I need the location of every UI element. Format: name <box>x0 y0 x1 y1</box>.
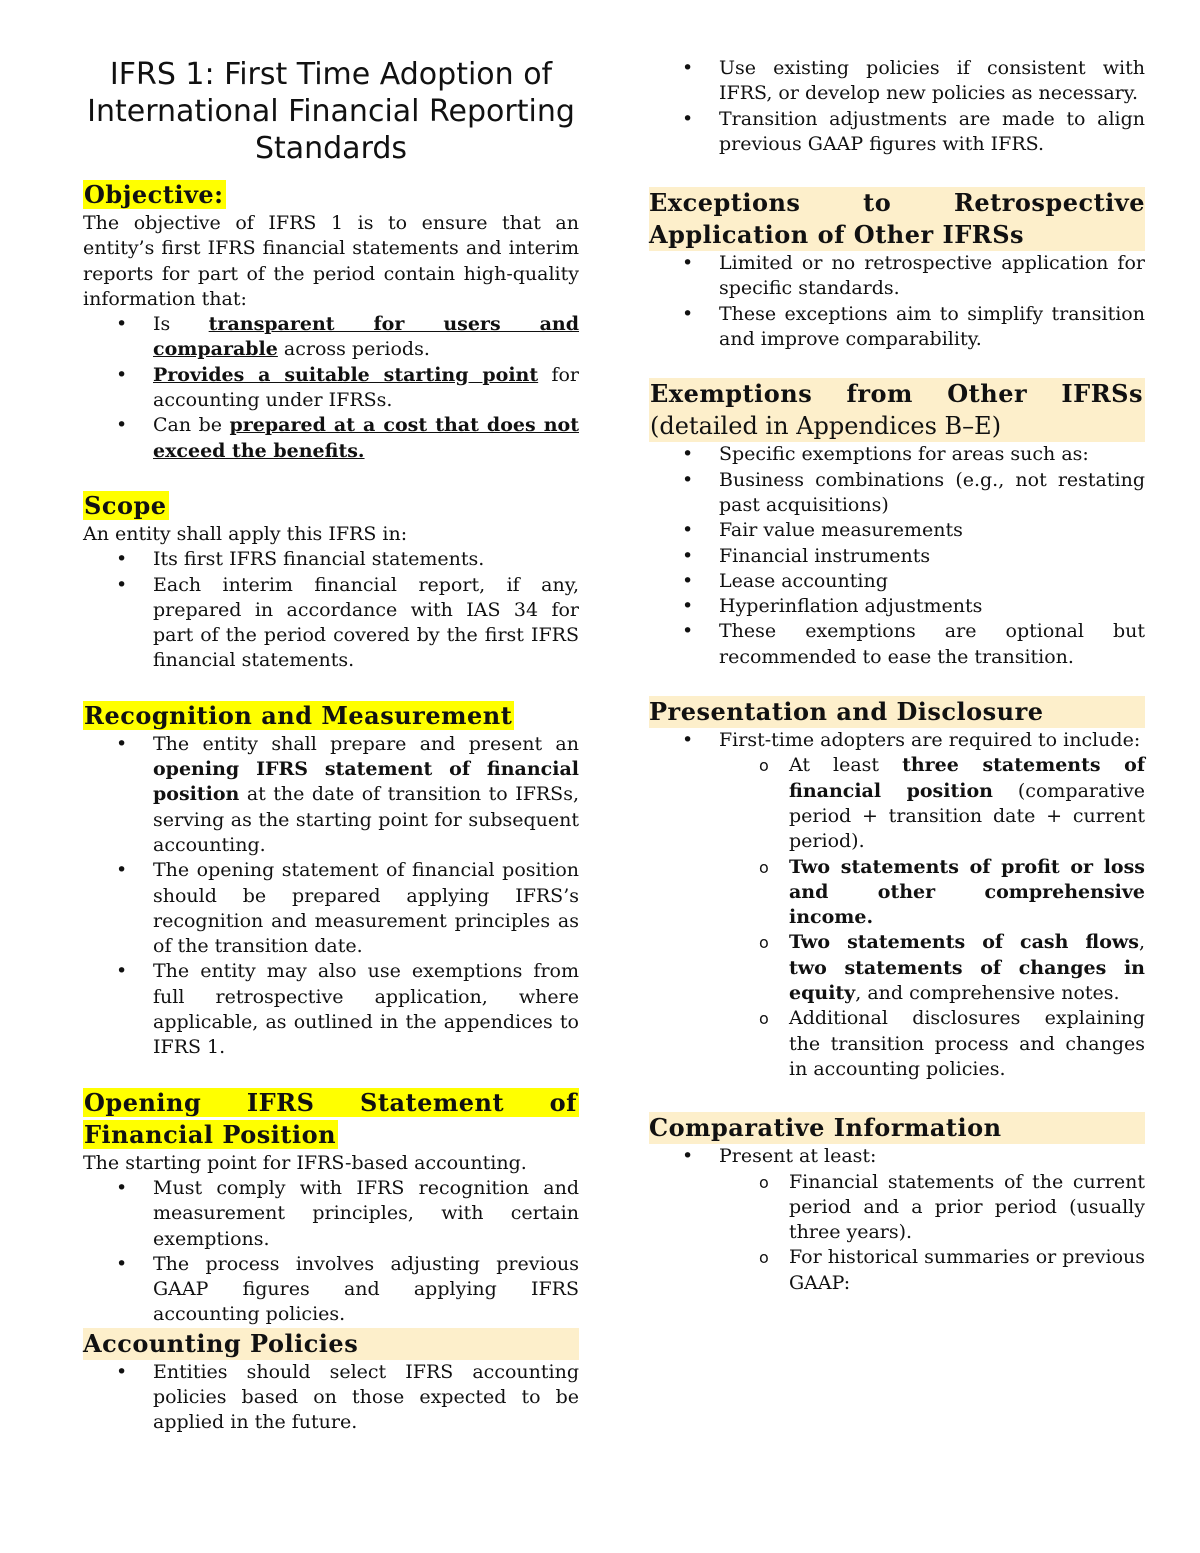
list-item: • Lease accounting <box>649 569 1145 594</box>
list-item: • Can be prepared at a cost that does not exceed the benefits. <box>83 413 579 464</box>
section-presentation <box>649 696 1145 1082</box>
list-item: o Two statements of profit or loss and other comprehensive income. <box>719 855 1145 931</box>
presentation-heading: Presentation and Disclosure <box>649 696 1145 728</box>
list-item: • Each interim financial report, if any, prepared in accordance with IAS 34 for part of the period covered by the first IFRS financial statements. <box>83 573 579 674</box>
exemptions-list <box>649 442 1145 670</box>
section-scope <box>83 490 579 674</box>
scope-intro: An entity shall apply this IFRS in: <box>83 522 408 545</box>
objective-list <box>83 312 579 464</box>
comparative-heading: Comparative Information <box>649 1112 1145 1144</box>
list-item: • Present at least: <box>649 1144 1145 1169</box>
list-item: o Financial statements of the current period and a prior period (usually three years). <box>719 1170 1145 1246</box>
list-item: • Business combinations (e.g., not restating past acquisitions) <box>649 468 1145 519</box>
list-item: • Provides a suitable starting point for accounting under IFRSs. <box>83 363 579 414</box>
left-column <box>83 56 579 1436</box>
opening-list <box>83 1176 579 1328</box>
list-item: o At least three statements of financial position (comparative period + transition date + current period). <box>719 753 1145 854</box>
list-item: • The process involves adjusting previous GAAP figures and applying IFRS accounting policies. <box>83 1252 579 1328</box>
opening-intro: The starting point for IFRS-based accounting. <box>83 1151 527 1174</box>
section-policies <box>83 1328 579 1436</box>
section-comparative <box>649 1112 1145 1296</box>
list-item: o Additional disclosures explaining the transition process and changes in accounting policies. <box>719 1006 1145 1082</box>
policies-list <box>83 1360 579 1436</box>
list-item: • Entities should select IFRS accounting policies based on those expected to be applied in the future. <box>83 1360 579 1436</box>
opening-heading: Opening IFRS Statement of <box>84 1087 577 1117</box>
recognition-heading: Recognition and Measurement <box>84 700 513 730</box>
list-item: • Is transparent for users and comparable across periods. <box>83 312 579 363</box>
exemptions-heading: Exemptions from Other IFRSs <box>650 379 1143 409</box>
scope-heading: Scope <box>84 490 167 520</box>
list-item: • Hyperinflation adjustments <box>649 594 1145 619</box>
list-item: • The entity may also use exemptions from full retrospective application, where applicable, as outlined in the appendices to IFRS 1. <box>83 959 579 1060</box>
objective-intro: The objective of IFRS 1 is to ensure that an entity’s first IFRS financial statements and interim reports for part of the period contain high-quality information that: <box>83 212 579 310</box>
exceptions-list <box>649 251 1145 352</box>
list-item: • Fair value measurements <box>649 518 1145 543</box>
exemptions-subheading: (detailed in Appendices B–E) <box>649 410 1145 442</box>
list-item: • Limited or no retrospective application for specific standards. <box>649 251 1145 302</box>
list-item: • First-time adopters are required to include: <box>649 728 1145 753</box>
list-item: • Specific exemptions for areas such as: <box>649 442 1145 467</box>
list-item: • Use existing policies if consistent with IFRS, or develop new policies as necessary. <box>649 56 1145 107</box>
list-item: • These exceptions aim to simplify transition and improve comparability. <box>649 302 1145 353</box>
section-recognition <box>83 700 579 1061</box>
list-item: o For historical summaries or previous GAAP: <box>719 1245 1145 1296</box>
list-item: o Two statements of cash flows, two statements of changes in equity, and comprehensive notes. <box>719 930 1145 1006</box>
list-item: • Transition adjustments are made to align previous GAAP figures with IFRS. <box>649 107 1145 158</box>
page-title: IFRS 1: First Time Adoption of International Financial Reporting Standards <box>87 57 575 166</box>
list-item: • The entity shall prepare and present an opening IFRS statement of financial position at the date of transition to IFRSs, serving as the starting point for subsequent accounting. <box>83 732 579 858</box>
opening-heading-line2: Financial Position <box>84 1119 337 1149</box>
presentation-list <box>649 728 1145 753</box>
policies-list-continued <box>649 56 1145 157</box>
scope-list <box>83 547 579 673</box>
section-objective <box>83 179 579 464</box>
list-item: • These exemptions are optional but recommended to ease the transition. <box>649 619 1145 670</box>
list-item: • Its first IFRS financial statements. <box>83 547 579 572</box>
right-column <box>649 56 1145 1296</box>
section-opening <box>83 1087 579 1328</box>
comparative-sublist <box>649 1170 1145 1296</box>
comparative-list <box>649 1144 1145 1169</box>
list-item: • Must comply with IFRS recognition and measurement principles, with certain exemptions. <box>83 1176 579 1252</box>
section-exemptions <box>649 378 1145 670</box>
policies-heading: Accounting Policies <box>83 1328 579 1360</box>
section-exceptions <box>649 187 1145 352</box>
list-item: • The opening statement of financial position should be prepared applying IFRS’s recognition and measurement principles as of the transition date. <box>83 858 579 959</box>
recognition-list <box>83 732 579 1061</box>
exceptions-heading: Exceptions to Retrospective Application of Other IFRSs <box>649 188 1145 250</box>
list-item: • Financial instruments <box>649 544 1145 569</box>
presentation-sublist <box>649 753 1145 1082</box>
objective-heading: Objective: <box>84 180 224 209</box>
